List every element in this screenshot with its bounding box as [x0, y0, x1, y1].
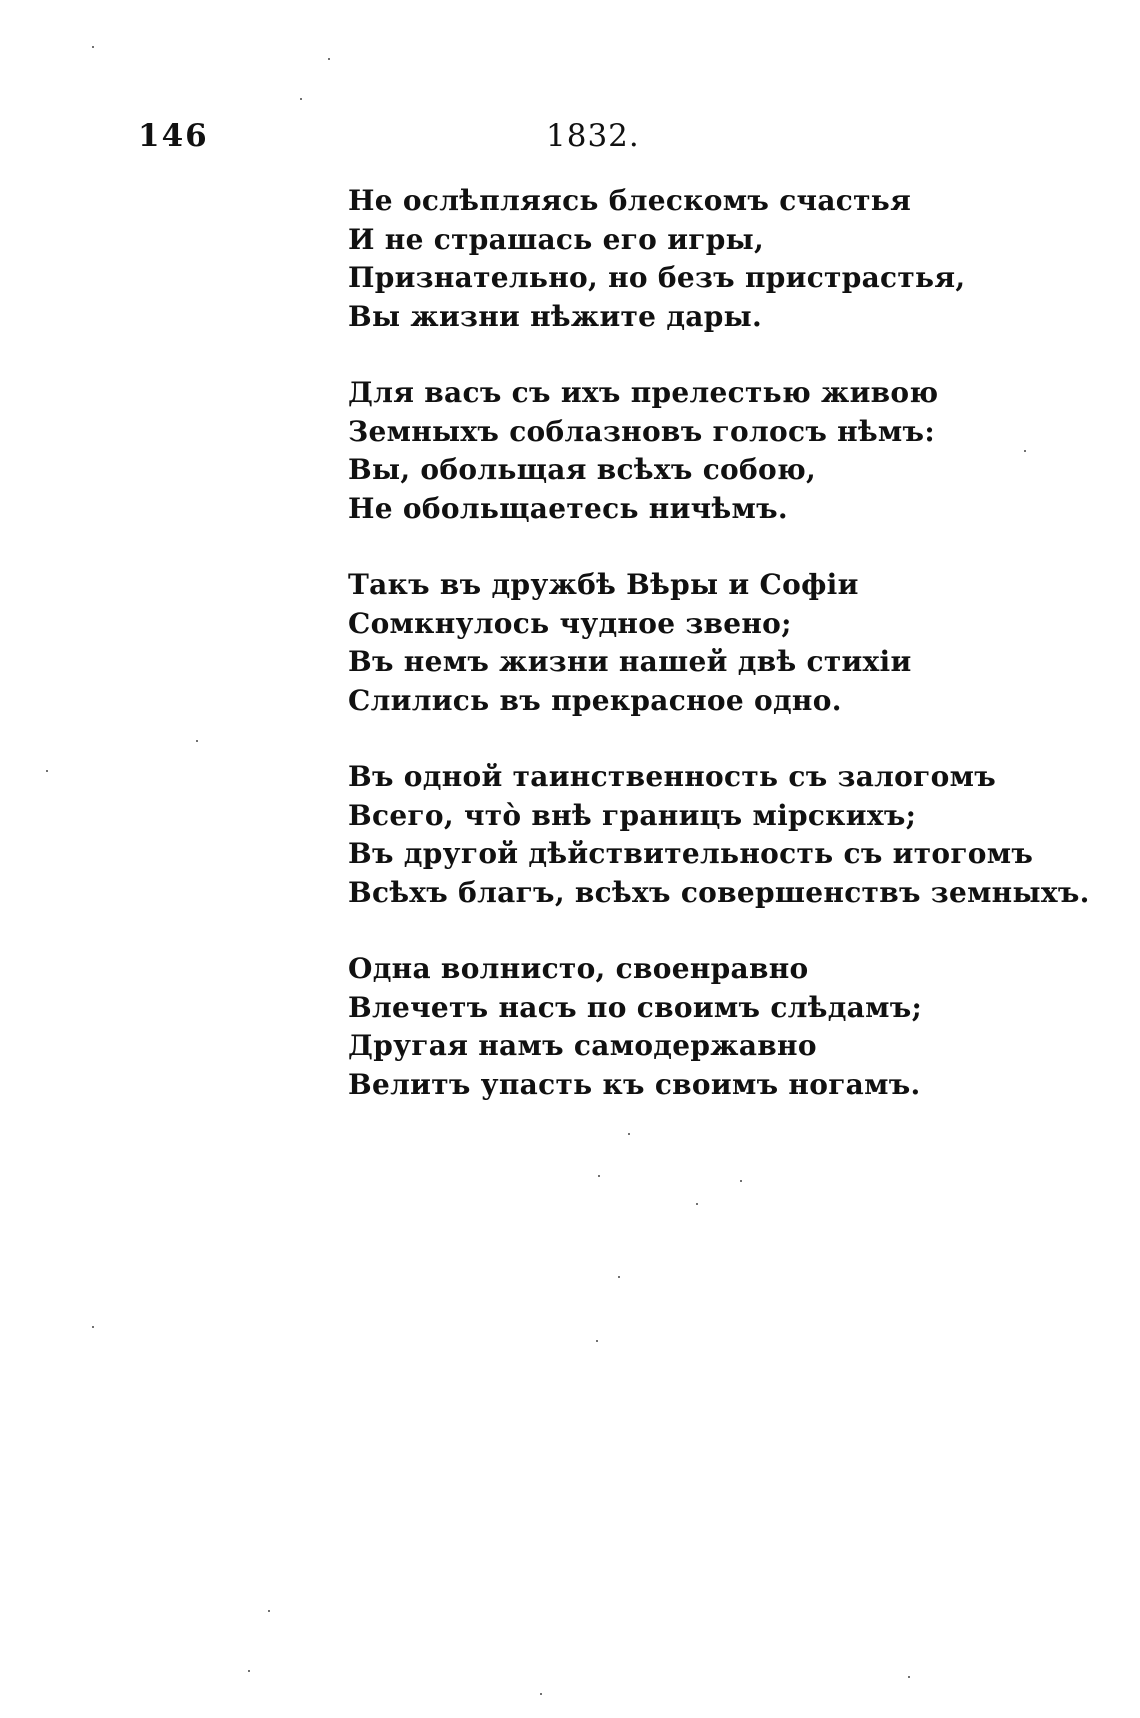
poem-line: Другая намъ самодержавно — [348, 1029, 817, 1062]
page-number: 146 — [138, 118, 209, 154]
poem-line: Сомкнулось чудное звено; — [348, 606, 792, 640]
poem-line: Для васъ съ ихъ прелестью живою — [348, 376, 939, 409]
poem-line: Велитъ упасть къ своимъ ногамъ. — [348, 1067, 921, 1101]
stanza — [348, 950, 1048, 1104]
scan-speck — [248, 1670, 250, 1672]
poem-line: Земныхъ соблазновъ голосъ нѣмъ: — [348, 414, 935, 448]
scan-speck — [196, 740, 198, 742]
stanza — [348, 758, 1090, 912]
poem-line: И не страшась его игры, — [348, 222, 765, 256]
poem-line: Одна волнисто, своенравно — [348, 952, 809, 985]
poem-line: Всѣхъ благъ, всѣхъ совершенствъ земныхъ. — [348, 875, 1090, 909]
scan-speck — [1024, 450, 1026, 452]
scan-speck — [46, 770, 48, 772]
poem-line: Не ослѣпляясь блескомъ счастья — [348, 184, 912, 217]
running-head-year: 1832. — [546, 118, 640, 154]
stanza — [348, 374, 1048, 528]
poem-line: Влечетъ насъ по своимъ слѣдамъ; — [348, 990, 923, 1024]
poem-line: Не обольщаетесь ничѣмъ. — [348, 491, 788, 525]
scan-speck — [696, 1203, 698, 1205]
poem-line: Всего, что̀ внѣ границъ мірскихъ; — [348, 798, 917, 832]
scan-speck — [618, 1276, 620, 1278]
stanza — [348, 566, 1048, 720]
scan-speck — [300, 98, 302, 100]
poem-line: Въ немъ жизни нашей двѣ стихіи — [348, 645, 912, 678]
poem-line: Слились въ прекрасное одно. — [348, 683, 842, 717]
poem-line: Признательно, но безъ пристрастья, — [348, 261, 966, 294]
poem-line: Вы жизни нѣжите дары. — [348, 299, 763, 333]
poem-line: Въ одной таинственность съ залогомъ — [348, 760, 996, 793]
poem-line: Въ другой дѣйствительность съ итогомъ — [348, 837, 1034, 870]
poem-line: Такъ въ дружбѣ Вѣры и Софіи — [348, 568, 859, 601]
scan-speck — [908, 1676, 910, 1678]
scan-speck — [92, 1326, 94, 1328]
scan-speck — [596, 1340, 598, 1342]
scan-speck — [628, 1133, 630, 1135]
poem-line: Вы, обольщая всѣхъ собою, — [348, 453, 817, 486]
scan-speck — [328, 58, 330, 60]
scan-speck — [92, 46, 94, 48]
scan-speck — [268, 1610, 270, 1612]
scan-speck — [598, 1175, 600, 1177]
scan-speck — [740, 1180, 742, 1182]
scan-speck — [540, 1693, 542, 1695]
stanza — [348, 182, 1048, 336]
poem — [348, 182, 1090, 1142]
